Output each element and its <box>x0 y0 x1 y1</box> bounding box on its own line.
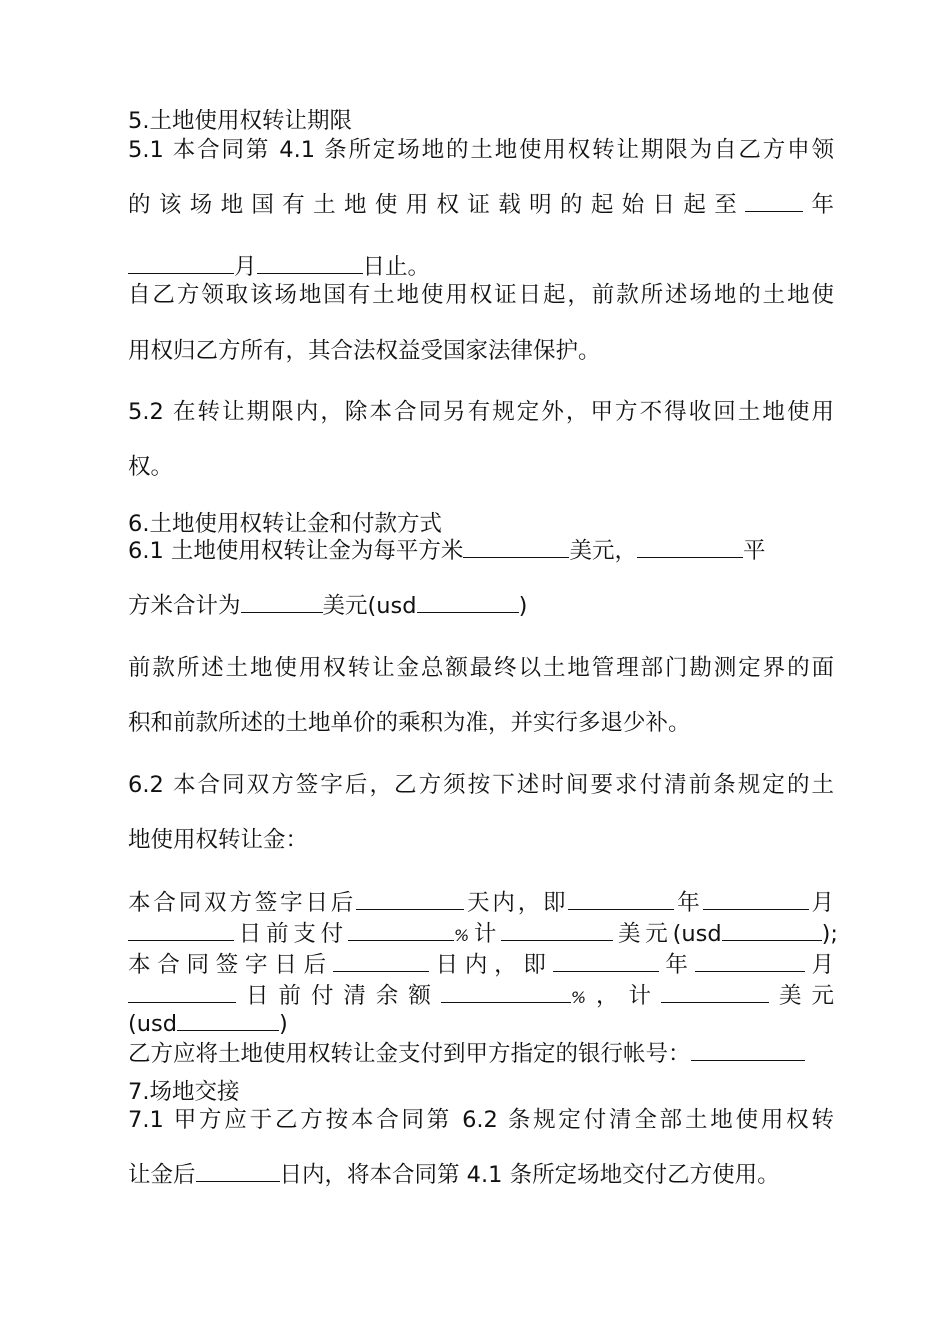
clause-5-1-line-2: 的该场地国有土地使用权证载明的起始日起至 年 <box>128 192 834 218</box>
section-7-title: 7.场地交接 <box>128 1079 240 1105</box>
blank-usd-2 <box>177 1010 279 1031</box>
bank-account-line: 乙方应将土地使用权转让金支付到甲方指定的银行帐号： <box>128 1040 805 1068</box>
blank-day-1 <box>128 920 234 941</box>
blank-year-1 <box>568 889 674 910</box>
payment-2-line-2: 日前付清余额 %，计 美元 <box>128 982 834 1012</box>
blank-day <box>257 253 363 274</box>
blank-unit-price <box>463 537 569 558</box>
clause-6-2-line-1: 6.2 本合同双方签字后，乙方须按下述时间要求付清前条规定的土 <box>128 772 834 798</box>
clause-5-1-para-2-line-1: 自乙方领取该场地国有土地使用权证日起，前款所述场地的土地使 <box>128 282 834 308</box>
clause-5-1-para-2-line-2: 用权归乙方所有，其合法权益受国家法律保护。 <box>128 338 601 364</box>
blank-percent-2 <box>441 982 571 1003</box>
payment-2-line-1: 本合同签字日后 日内，即 年 月 <box>128 952 834 978</box>
clause-7-1-line-1: 7.1 甲方应于乙方按本合同第 6.2 条规定付清全部土地使用权转 <box>128 1107 834 1133</box>
clause-6-1-para-2-line-2: 积和前款所述的土地单价的乘积为准，并实行多退少补。 <box>128 710 691 736</box>
blank-total-usd <box>241 592 323 613</box>
blank-handover-days <box>196 1161 280 1182</box>
blank-month <box>128 253 234 274</box>
blank-usd-1 <box>722 920 822 941</box>
blank-year <box>745 191 803 212</box>
blank-year-2 <box>553 951 659 972</box>
clause-5-2-line-2: 权。 <box>128 454 174 480</box>
clause-5-1-line-1: 5.1 本合同第 4.1 条所定场地的土地使用权转让期限为自乙方申领 <box>128 137 834 163</box>
blank-amount-2 <box>661 982 769 1003</box>
blank-percent-1 <box>348 920 454 941</box>
clause-6-1-line-2: 方米合计为 美元(usd ) <box>128 593 528 619</box>
clause-5-2-line-1: 5.2 在转让期限内，除本合同另有规定外，甲方不得收回土地使用 <box>128 399 834 425</box>
clause-6-1-para-2-line-1: 前款所述土地使用权转让金总额最终以土地管理部门勘测定界的面 <box>128 655 834 681</box>
blank-day-2 <box>128 982 236 1003</box>
blank-total-usd-words <box>417 592 519 613</box>
payment-1-line-2: 日前支付 %计 美元(usd ); <box>128 920 838 950</box>
blank-days-2 <box>333 951 429 972</box>
clause-6-1-line-1: 6.1 土地使用权转让金为每平方米 美元， 平 <box>128 538 766 564</box>
payment-1-line-1: 本合同双方签字日后 天内，即 年 月 <box>128 890 834 916</box>
section-6-title: 6.土地使用权转让金和付款方式 <box>128 511 442 537</box>
blank-days-1 <box>356 889 464 910</box>
section-5-title: 5.土地使用权转让期限 <box>128 108 352 134</box>
clause-6-2-line-2: 地使用权转让金： <box>128 827 309 853</box>
blank-area <box>637 537 743 558</box>
blank-month-2 <box>695 951 805 972</box>
payment-2-line-3: (usd ) <box>128 1011 288 1037</box>
clause-7-1-line-2: 让金后 日内，将本合同第 4.1 条所定场地交付乙方使用。 <box>128 1162 780 1188</box>
blank-month-1 <box>703 889 809 910</box>
blank-bank-account <box>691 1040 805 1061</box>
clause-5-1-line-3: 月 日止。 <box>128 253 430 281</box>
blank-amount-1 <box>501 920 613 941</box>
